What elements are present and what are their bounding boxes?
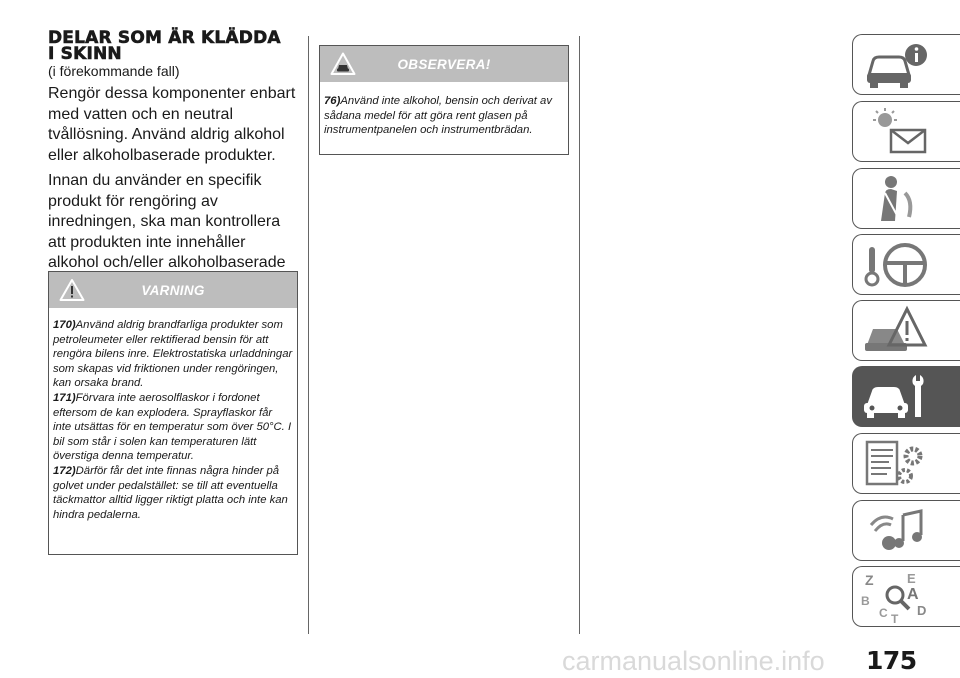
observe-body bbox=[320, 82, 568, 146]
warning-body bbox=[49, 308, 297, 530]
tab-warning-lights[interactable] bbox=[852, 101, 960, 162]
section-title: DELAR SOM ÄR KLÄDDA I SKINN bbox=[48, 28, 281, 64]
index-letter-d: D bbox=[917, 603, 927, 618]
tab-index[interactable] bbox=[852, 566, 960, 627]
column-divider bbox=[579, 36, 580, 634]
multimedia-icon bbox=[861, 505, 931, 557]
note-text: Därför får det inte finnas några hinder på golvet under pedalstället: se till att eventuella täckmattor alltid ligger riktigt platta och inte kan hindra pedalerna. bbox=[53, 464, 288, 521]
note-text: Använd aldrig brandfarliga produkter som petroleumeter eller rektifierad bensin för att rengöra bilens inre. Elektrostatiska urladdningar som skapas vid friktionen under rengöringen, kan orsaka brand. bbox=[53, 319, 293, 390]
warning-triangle-icon bbox=[59, 278, 85, 302]
page-number: 175 bbox=[866, 646, 917, 675]
observe-heading: OBSERVERA! bbox=[397, 56, 491, 72]
paragraph-1: Rengör dessa komponenter enbart med vatten och en neutral tvållösning. Använd aldrig alkohol eller alkoholbaserade produkter. bbox=[48, 85, 296, 164]
index-letter-t: T bbox=[891, 612, 899, 623]
column-divider bbox=[308, 36, 309, 634]
warning-note-172 bbox=[53, 464, 293, 522]
alphabetical-index-icon bbox=[861, 571, 931, 623]
index-letter-b: B bbox=[861, 594, 870, 608]
tab-multimedia[interactable] bbox=[852, 500, 960, 561]
tab-emergency[interactable] bbox=[852, 300, 960, 361]
tab-maintenance[interactable] bbox=[852, 366, 960, 427]
note-text: Förvara inte aerosolflaskor i fordonet eftersom de kan explodera. Sprayflaskor får inte utsättas för en temperatur som över 50°C. I bil som står i solen kan temperaturen lätt överstiga denna temperatur. bbox=[53, 391, 292, 463]
specs-gears-icon bbox=[861, 438, 931, 490]
warning-heading: VARNING bbox=[141, 282, 205, 298]
note-number: 170) bbox=[53, 319, 76, 331]
tab-starting-driving[interactable] bbox=[852, 234, 960, 295]
observe-box bbox=[319, 45, 569, 155]
warning-header bbox=[49, 272, 297, 308]
tab-safety[interactable] bbox=[852, 168, 960, 229]
index-letter-z: Z bbox=[865, 572, 874, 588]
warning-note-170 bbox=[53, 318, 293, 391]
tab-car-info[interactable] bbox=[852, 34, 960, 95]
watermark: carmanualsonline.info bbox=[562, 646, 825, 676]
note-number: 171) bbox=[53, 391, 76, 404]
note-number: 76) bbox=[324, 95, 341, 107]
index-letter-c: C bbox=[879, 606, 888, 620]
key-steering-wheel-icon bbox=[861, 239, 931, 291]
observe-header bbox=[320, 46, 568, 82]
index-letter-a: A bbox=[907, 586, 919, 603]
main-text-column bbox=[48, 30, 298, 299]
observe-note-76 bbox=[324, 94, 564, 138]
car-caution-icon bbox=[330, 52, 356, 76]
tab-technical-data[interactable] bbox=[852, 433, 960, 494]
note-number: 172) bbox=[53, 464, 76, 477]
car-emergency-icon bbox=[861, 305, 931, 357]
index-letter-e: E bbox=[907, 571, 916, 586]
magnifier-icon bbox=[887, 587, 903, 603]
car-wrench-icon bbox=[861, 371, 931, 423]
car-info-icon bbox=[861, 39, 931, 91]
warning-note-171 bbox=[53, 391, 293, 464]
section-subtitle: (i förekommande fall) bbox=[48, 63, 180, 79]
seat-safety-icon bbox=[861, 173, 931, 225]
paragraph-2: Innan du använder en specifik produkt för rengöring av inredningen, ska man kontrollera att produkten inte innehåller alkohol och/eller alkoholbaserade bbox=[48, 172, 286, 271]
note-text: Använd inte alkohol, bensin och derivat av sådana medel för att göra rent glasen på instrumentpanelen och instrumentbrädan. bbox=[324, 95, 552, 137]
warning-box bbox=[48, 271, 298, 555]
warning-light-message-icon bbox=[861, 106, 931, 158]
